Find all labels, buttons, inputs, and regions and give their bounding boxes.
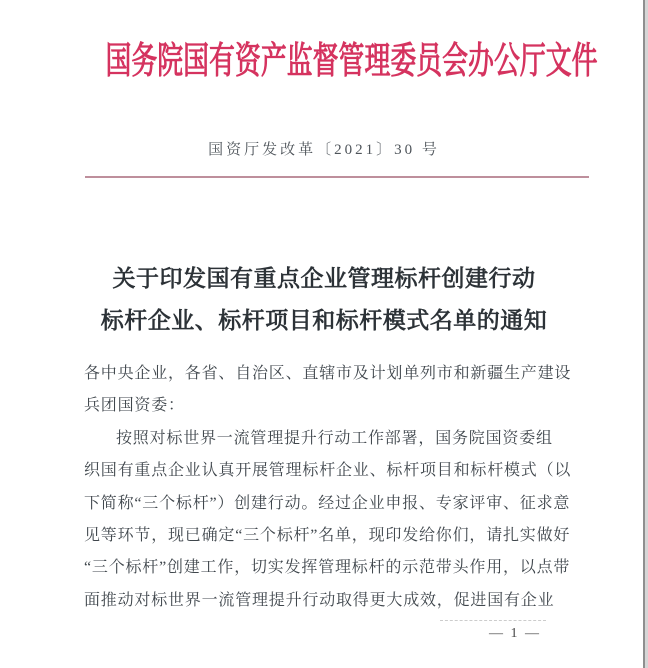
document-reference-number: 国资厅发改革〔2021〕30 号: [208, 142, 440, 158]
letterhead-title-text: 国务院国有资产监督管理委员会办公厅文件: [105, 41, 598, 82]
salutation-line: 各中央企业，各省、自治区、直辖市及计划单列市和新疆生产建设: [84, 365, 572, 382]
document-title: [30, 258, 618, 342]
document-body: [84, 358, 576, 617]
body-line: 见等环节，现已确定“三个标杆”名单，现印发给你们，请扎实做好: [84, 527, 571, 545]
page-number-folio: — 1 —: [489, 626, 541, 641]
body-line: 下简称“三个标杆”）创建行动。经过企业申报、专家评审、征求意: [84, 494, 571, 512]
body-line: “三个标杆”创建工作，切实发挥管理标杆的示范带头作用，以点带: [84, 559, 571, 577]
red-divider-rule: [85, 176, 589, 178]
document-title-line-1: 关于印发国有重点企业管理标杆创建行动: [112, 266, 536, 291]
body-line: 织国有重点企业认真开展管理标杆企业、标杆项目和标杆模式（以: [84, 462, 572, 480]
body-line: 面推动对标世界一流管理提升行动取得更大成效，促进国有企业: [84, 591, 555, 609]
document-title-line-2: 标杆企业、标杆项目和标杆模式名单的通知: [100, 308, 548, 333]
scan-artifact-line: [440, 620, 546, 621]
salutation-line: 兵团国资委：: [84, 397, 185, 415]
scan-edge-border: [643, 0, 648, 668]
letterhead-banner: [0, 30, 648, 84]
body-line: 按照对标世界一流管理提升行动工作部署，国务院国资委组: [116, 429, 553, 447]
